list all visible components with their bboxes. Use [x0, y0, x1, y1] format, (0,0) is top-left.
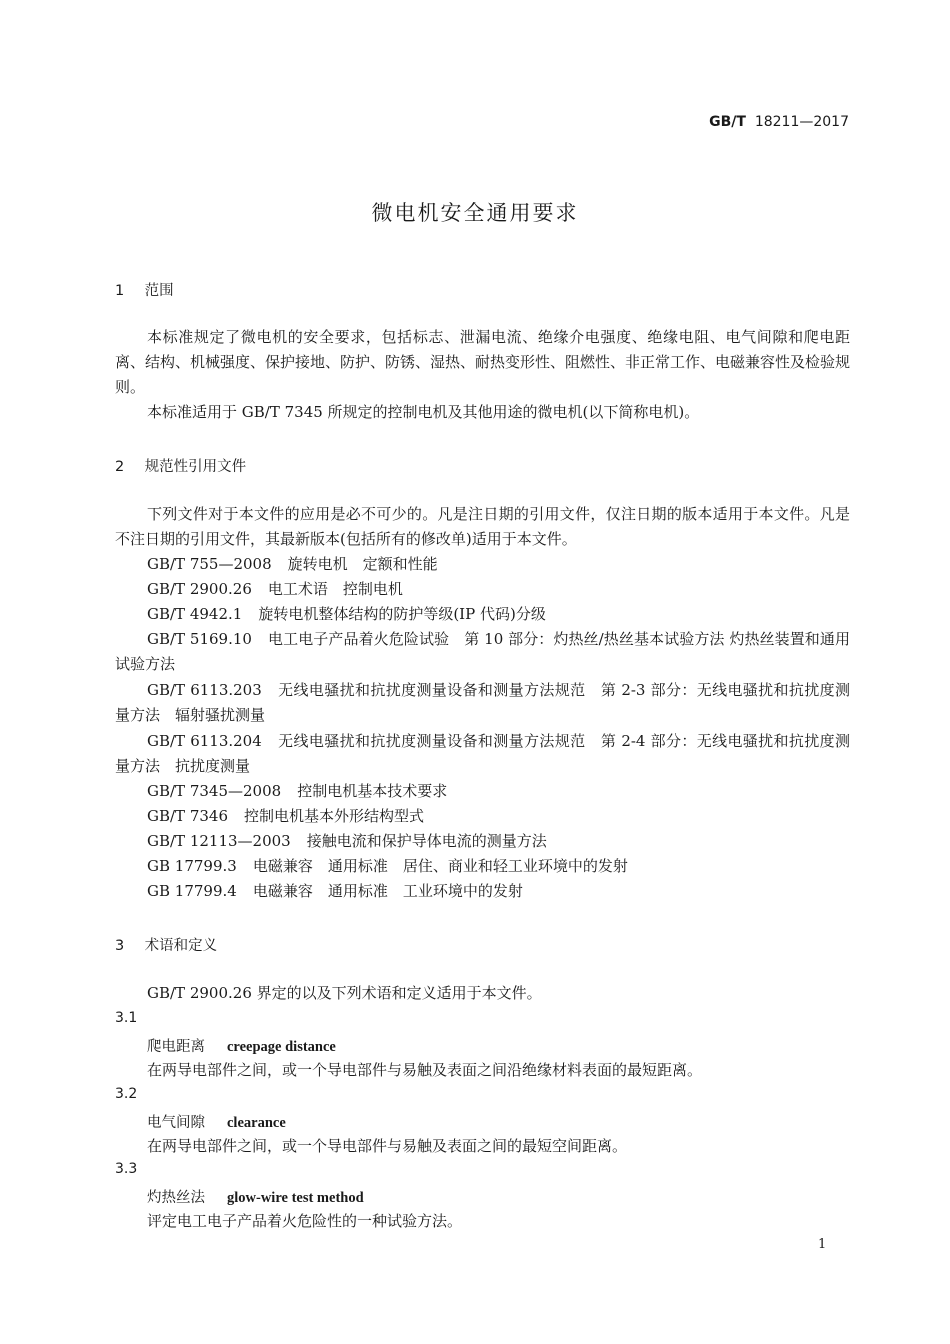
page-number: 1 [818, 1237, 827, 1252]
reference-item [147, 552, 438, 577]
document-title: 微电机安全通用要求 [371, 201, 579, 225]
term-zh: 灼热丝法 [147, 1190, 205, 1206]
reference-title: 接触电流和保护导体电流的测量方法 [306, 832, 547, 850]
references-intro: 下列文件对于本文件的应用是必不可少的。凡是注日期的引用文件，仅注日期的版本适用于本文件。凡是不注日期的引用文件，其最新版本(包括所有的修改单)适用于本文件。 [115, 505, 850, 548]
reference-code: GB/T 12113—2003 [147, 832, 291, 850]
term-heading [147, 1035, 336, 1056]
reference-title: 电工术语 控制电机 [267, 580, 403, 598]
scope-paragraph-2: 本标准适用于 GB/T 7345 所规定的控制电机及其他用途的微电机(以下简称电机)。 [147, 403, 700, 421]
reference-code: GB/T 6113.203 [147, 681, 262, 699]
term-en: clearance [227, 1115, 286, 1131]
reference-item [147, 577, 403, 602]
reference-title: 旋转电机整体结构的防护等级(IP 代码)分级 [258, 605, 546, 623]
reference-code: GB/T 4942.1 [147, 605, 243, 623]
reference-code: GB/T 2900.26 [147, 580, 252, 598]
section-2-heading [115, 455, 246, 476]
term-heading [147, 1111, 286, 1132]
reference-title: 控制电机基本技术要求 [297, 782, 448, 800]
standard-number: 18211—2017 [754, 114, 849, 130]
section-number: 3 [115, 938, 125, 954]
terms-intro: GB/T 2900.26 界定的以及下列术语和定义适用于本文件。 [147, 984, 542, 1002]
reference-item [115, 678, 850, 728]
section-number: 2 [115, 459, 125, 475]
reference-code: GB/T 755—2008 [147, 555, 272, 573]
section-title: 范围 [144, 283, 174, 299]
term-number: 3.3 [115, 1161, 138, 1177]
reference-item [147, 854, 628, 879]
section-title: 术语和定义 [144, 938, 218, 954]
term-definition: 在两导电部件之间，或一个导电部件与易触及表面之间的最短空间距离。 [147, 1137, 628, 1155]
reference-title: 电工电子产品着火危险试验 第 10 部分：灼热丝/热丝基本试验方法 灼热丝装置和通用试验方法 [115, 630, 850, 673]
reference-title: 电磁兼容 通用标准 工业环境中的发射 [252, 882, 523, 900]
section-title: 规范性引用文件 [144, 459, 247, 475]
reference-item [115, 627, 850, 677]
reference-item [147, 829, 547, 854]
section-1-heading [115, 279, 174, 300]
reference-code: GB 17799.3 [147, 857, 237, 875]
reference-title: 无线电骚扰和抗扰度测量设备和测量方法规范 第 2-3 部分：无线电骚扰和抗扰度测量方法 辐射骚扰测量 [115, 681, 851, 724]
term-zh: 爬电距离 [147, 1039, 205, 1055]
scope-paragraph-1: 本标准规定了微电机的安全要求，包括标志、泄漏电流、绝缘介电强度、绝缘电阻、电气间隙和爬电距离、结构、机械强度、保护接地、防护、防锈、湿热、耐热变形性、阻燃性、非正常工作、电磁兼容性及检验规则。 [115, 328, 851, 396]
section-3-heading [115, 934, 217, 955]
term-zh: 电气间隙 [147, 1115, 205, 1131]
term-definition: 评定电工电子产品着火危险性的一种试验方法。 [147, 1212, 463, 1230]
standard-code [709, 114, 849, 130]
reference-code: GB/T 7345—2008 [147, 782, 282, 800]
reference-title: 无线电骚扰和抗扰度测量设备和测量方法规范 第 2-4 部分：无线电骚扰和抗扰度测量方法 抗扰度测量 [115, 732, 851, 775]
term-en: creepage distance [227, 1039, 336, 1055]
reference-item [115, 729, 850, 779]
term-heading [147, 1186, 364, 1207]
reference-code: GB/T 7346 [147, 807, 229, 825]
term-number: 3.2 [115, 1086, 138, 1102]
reference-code: GB/T 6113.204 [147, 732, 262, 750]
reference-title: 旋转电机 定额和性能 [287, 555, 438, 573]
reference-item [147, 879, 523, 904]
standard-prefix: GB/T [709, 114, 746, 130]
reference-item [147, 779, 447, 804]
reference-item [147, 804, 424, 829]
term-number: 3.1 [115, 1010, 138, 1026]
term-en: glow-wire test method [227, 1190, 364, 1206]
reference-item [147, 602, 546, 627]
section-number: 1 [115, 283, 125, 299]
reference-code: GB/T 5169.10 [147, 630, 252, 648]
reference-title: 控制电机基本外形结构型式 [244, 807, 425, 825]
term-definition: 在两导电部件之间，或一个导电部件与易触及表面之间沿绝缘材料表面的最短距离。 [147, 1061, 703, 1079]
reference-code: GB 17799.4 [147, 882, 237, 900]
reference-title: 电磁兼容 通用标准 居住、商业和轻工业环境中的发射 [252, 857, 628, 875]
